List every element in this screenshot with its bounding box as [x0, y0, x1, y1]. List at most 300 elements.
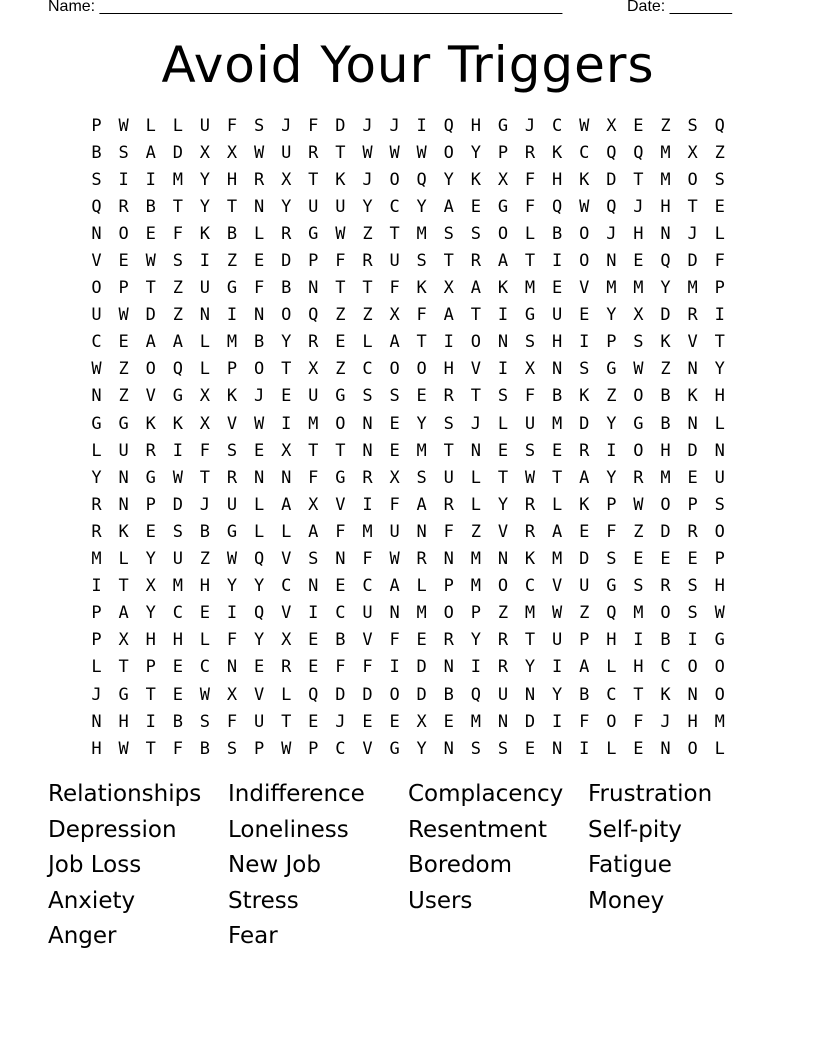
- grid-letter: W: [253, 142, 265, 163]
- grid-letter: C: [335, 603, 346, 624]
- grid-letter: O: [416, 359, 427, 380]
- grid-letter: F: [362, 657, 373, 678]
- grid-letter: I: [226, 305, 238, 326]
- grid-letter: T: [552, 467, 563, 488]
- grid-letter: F: [172, 738, 183, 759]
- grid-letter: U: [281, 142, 292, 163]
- grid-letter: Z: [660, 115, 671, 136]
- grid-letter: X: [416, 711, 427, 732]
- grid-letter: G: [172, 386, 183, 407]
- grid-letter: E: [687, 467, 698, 488]
- grid-letter: M: [470, 549, 481, 570]
- grid-letter: H: [226, 169, 238, 190]
- grid-letter: M: [552, 549, 563, 570]
- grid-letter: G: [389, 738, 400, 759]
- grid-letter: N: [118, 467, 129, 488]
- grid-letter: X: [281, 169, 292, 190]
- grid-letter: S: [470, 738, 481, 759]
- grid-letter: C: [281, 576, 292, 597]
- grid-letter: T: [443, 251, 454, 272]
- grid-letter: E: [579, 521, 590, 542]
- grid-letter: D: [172, 142, 183, 163]
- grid-letter: M: [470, 576, 481, 597]
- grid-letter: T: [335, 142, 346, 163]
- grid-letter: Z: [335, 305, 346, 326]
- grid-letter: I: [226, 603, 238, 624]
- grid-letter: E: [524, 738, 536, 759]
- grid-letter: U: [308, 386, 319, 407]
- grid-letter: F: [226, 711, 238, 732]
- grid-letter: R: [660, 576, 671, 597]
- grid-letter: E: [308, 630, 319, 651]
- grid-letter: T: [281, 711, 292, 732]
- grid-letter: G: [606, 359, 617, 380]
- grid-letter: D: [579, 549, 590, 570]
- grid-letter: T: [524, 630, 536, 651]
- grid-letter: J: [281, 115, 292, 136]
- grid-letter: H: [118, 711, 129, 732]
- name-field-label[interactable]: Name: ____________________________________________________: [48, 0, 563, 15]
- grid-letter: Z: [226, 251, 238, 272]
- grid-letter: T: [308, 169, 319, 190]
- grid-letter: F: [389, 630, 400, 651]
- word-list-item: Indifference: [228, 781, 365, 807]
- grid-letter: I: [118, 169, 129, 190]
- grid-letter: S: [308, 549, 319, 570]
- grid-letter: P: [118, 278, 129, 299]
- grid-letter: S: [389, 386, 400, 407]
- grid-letter: Q: [172, 359, 183, 380]
- grid-letter: S: [714, 169, 725, 190]
- grid-letter: N: [362, 413, 373, 434]
- grid-letter: P: [91, 630, 102, 651]
- grid-letter: E: [497, 440, 509, 461]
- grid-letter: J: [335, 711, 346, 732]
- grid-letter: F: [443, 521, 454, 542]
- grid-letter: R: [362, 251, 373, 272]
- grid-letter: N: [335, 549, 346, 570]
- grid-letter: F: [524, 196, 536, 217]
- grid-letter: H: [660, 196, 671, 217]
- grid-letter: T: [714, 332, 725, 353]
- grid-letter: X: [687, 142, 698, 163]
- grid-letter: D: [416, 684, 427, 705]
- grid-letter: J: [91, 684, 102, 705]
- grid-letter: S: [633, 332, 644, 353]
- header-line: [48, 0, 748, 17]
- grid-letter: F: [253, 278, 265, 299]
- grid-letter: V: [281, 549, 292, 570]
- grid-letter: C: [552, 115, 563, 136]
- grid-letter: X: [226, 684, 238, 705]
- grid-letter: R: [362, 467, 373, 488]
- grid-letter: S: [470, 223, 481, 244]
- grid-letter: Q: [606, 142, 617, 163]
- grid-letter: L: [470, 494, 481, 515]
- grid-letter: N: [552, 359, 563, 380]
- grid-letter: E: [145, 521, 156, 542]
- grid-letter: T: [362, 278, 373, 299]
- grid-letter: W: [226, 549, 238, 570]
- grid-letter: N: [253, 196, 265, 217]
- grid-letter: S: [606, 549, 617, 570]
- grid-letter: L: [524, 223, 536, 244]
- grid-letter: H: [633, 657, 644, 678]
- grid-letter: U: [714, 467, 725, 488]
- grid-letter: E: [253, 251, 265, 272]
- grid-letter: S: [579, 359, 590, 380]
- grid-letter: A: [443, 305, 454, 326]
- grid-letter: O: [687, 657, 698, 678]
- grid-letter: T: [199, 467, 211, 488]
- grid-letter: F: [524, 169, 536, 190]
- grid-letter: E: [335, 576, 346, 597]
- grid-letter: N: [687, 359, 698, 380]
- grid-letter: D: [606, 169, 617, 190]
- grid-letter: G: [308, 223, 319, 244]
- grid-letter: H: [145, 630, 156, 651]
- grid-letter: A: [118, 603, 129, 624]
- grid-letter: I: [714, 305, 725, 326]
- grid-letter: V: [226, 413, 238, 434]
- grid-letter: S: [362, 386, 373, 407]
- grid-letter: K: [660, 332, 671, 353]
- grid-letter: P: [91, 115, 102, 136]
- grid-letter: I: [443, 332, 454, 353]
- grid-letter: Y: [145, 603, 156, 624]
- grid-letter: V: [253, 684, 265, 705]
- grid-letter: B: [552, 223, 563, 244]
- grid-letter: T: [470, 386, 481, 407]
- grid-letter: L: [552, 494, 563, 515]
- grid-letter: S: [687, 115, 698, 136]
- grid-letter: P: [308, 738, 319, 759]
- grid-letter: N: [524, 684, 536, 705]
- grid-letter: W: [552, 603, 563, 624]
- grid-letter: E: [552, 278, 563, 299]
- grid-letter: J: [606, 223, 617, 244]
- grid-letter: B: [579, 684, 590, 705]
- grid-letter: B: [226, 223, 238, 244]
- grid-letter: K: [660, 684, 671, 705]
- grid-letter: J: [660, 711, 671, 732]
- grid-letter: A: [579, 467, 590, 488]
- grid-letter: X: [199, 142, 211, 163]
- grid-letter: N: [606, 251, 617, 272]
- grid-letter: B: [660, 386, 671, 407]
- grid-letter: J: [633, 196, 644, 217]
- grid-letter: U: [308, 196, 319, 217]
- grid-letter: P: [497, 142, 509, 163]
- grid-letter: W: [118, 305, 129, 326]
- grid-letter: Y: [281, 332, 292, 353]
- grid-letter: E: [552, 440, 563, 461]
- grid-letter: K: [579, 386, 590, 407]
- grid-letter: I: [579, 332, 590, 353]
- grid-letter: I: [552, 251, 563, 272]
- grid-letter: L: [714, 223, 725, 244]
- grid-letter: C: [335, 738, 346, 759]
- grid-letter: T: [633, 169, 644, 190]
- grid-letter: U: [552, 630, 563, 651]
- grid-letter: W: [172, 467, 183, 488]
- word-list: [48, 777, 768, 955]
- grid-letter: E: [172, 657, 183, 678]
- grid-letter: R: [497, 630, 509, 651]
- grid-letter: S: [714, 494, 725, 515]
- grid-letter: I: [199, 251, 211, 272]
- grid-letter: Z: [579, 603, 590, 624]
- grid-letter: I: [172, 440, 183, 461]
- grid-letter: L: [91, 657, 102, 678]
- grid-letter: Q: [416, 169, 427, 190]
- grid-letter: N: [253, 467, 265, 488]
- grid-letter: T: [335, 440, 346, 461]
- grid-letter: C: [524, 576, 536, 597]
- grid-letter: W: [362, 142, 373, 163]
- grid-letter: D: [524, 711, 536, 732]
- grid-letter: H: [91, 738, 102, 759]
- grid-letter: O: [335, 413, 346, 434]
- grid-letter: K: [118, 521, 129, 542]
- grid-letter: W: [118, 738, 129, 759]
- grid-letter: L: [281, 684, 292, 705]
- grid-letter: H: [714, 386, 725, 407]
- grid-letter: L: [199, 332, 211, 353]
- grid-letter: Y: [470, 142, 481, 163]
- grid-letter: W: [253, 413, 265, 434]
- grid-letter: R: [687, 521, 698, 542]
- grid-letter: H: [660, 440, 671, 461]
- grid-letter: I: [91, 576, 102, 597]
- grid-letter: R: [253, 169, 265, 190]
- grid-letter: E: [362, 711, 373, 732]
- grid-letter: B: [552, 386, 563, 407]
- grid-letter: C: [362, 359, 373, 380]
- grid-letter: M: [416, 223, 427, 244]
- grid-letter: L: [91, 440, 102, 461]
- grid-letter: B: [335, 630, 346, 651]
- grid-letter: L: [470, 467, 481, 488]
- grid-letter: J: [687, 223, 698, 244]
- grid-letter: L: [606, 657, 617, 678]
- grid-letter: P: [714, 549, 725, 570]
- grid-letter: B: [443, 684, 454, 705]
- grid-letter: E: [281, 386, 292, 407]
- grid-letter: E: [443, 711, 454, 732]
- grid-letter: W: [199, 684, 211, 705]
- grid-letter: K: [687, 386, 698, 407]
- grid-letter: S: [226, 738, 238, 759]
- grid-letter: O: [389, 684, 400, 705]
- grid-letter: E: [199, 603, 211, 624]
- grid-letter: V: [335, 494, 346, 515]
- grid-letter: X: [199, 413, 211, 434]
- grid-letter: Y: [253, 630, 265, 651]
- grid-letter: U: [118, 440, 129, 461]
- grid-letter: T: [118, 657, 129, 678]
- word-list-item: New Job: [228, 852, 321, 878]
- grid-letter: M: [524, 603, 536, 624]
- grid-letter: B: [253, 332, 265, 353]
- grid-letter: Q: [308, 684, 319, 705]
- grid-letter: Z: [172, 278, 183, 299]
- date-field-label[interactable]: Date: _______: [627, 0, 732, 15]
- grid-letter: V: [579, 278, 590, 299]
- word-list-item: Depression: [48, 816, 177, 843]
- grid-letter: D: [660, 521, 671, 542]
- grid-letter: Q: [660, 251, 671, 272]
- grid-letter: Q: [714, 115, 725, 136]
- grid-letter: M: [552, 413, 563, 434]
- grid-letter: D: [335, 684, 346, 705]
- grid-letter: G: [497, 196, 509, 217]
- grid-letter: Y: [416, 738, 427, 759]
- grid-letter: O: [714, 521, 725, 542]
- grid-letter: S: [416, 467, 427, 488]
- grid-letter: A: [579, 657, 590, 678]
- grid-letter: R: [91, 494, 102, 515]
- grid-letter: N: [362, 440, 373, 461]
- grid-letter: R: [524, 521, 536, 542]
- grid-letter: A: [470, 278, 481, 299]
- grid-letter: T: [416, 332, 427, 353]
- word-list-item: Loneliness: [228, 816, 349, 843]
- grid-letter: U: [443, 467, 454, 488]
- word-list-item: Stress: [228, 887, 299, 914]
- word-list-item: Complacency: [408, 781, 564, 807]
- grid-letter: F: [606, 521, 617, 542]
- grid-letter: G: [118, 413, 129, 434]
- word-list-item: Self-pity: [588, 816, 682, 843]
- grid-letter: T: [226, 196, 238, 217]
- grid-letter: Y: [552, 684, 563, 705]
- grid-letter: H: [714, 576, 725, 597]
- grid-letter: W: [389, 142, 400, 163]
- grid-letter: F: [226, 115, 238, 136]
- grid-letter: A: [172, 332, 183, 353]
- grid-letter: U: [497, 684, 509, 705]
- grid-letter: W: [579, 196, 590, 217]
- grid-letter: P: [579, 630, 590, 651]
- grid-letter: U: [253, 711, 265, 732]
- grid-letter: I: [497, 305, 509, 326]
- grid-letter: O: [714, 657, 725, 678]
- grid-letter: Q: [443, 115, 454, 136]
- grid-letter: M: [362, 521, 373, 542]
- grid-letter: C: [389, 196, 400, 217]
- grid-letter: Y: [281, 196, 292, 217]
- grid-letter: N: [497, 711, 509, 732]
- grid-letter: W: [524, 467, 536, 488]
- grid-letter: I: [579, 738, 590, 759]
- grid-letter: E: [633, 115, 644, 136]
- grid-letter: N: [91, 711, 102, 732]
- grid-letter: D: [362, 684, 373, 705]
- grid-letter: O: [633, 386, 644, 407]
- grid-letter: I: [145, 711, 156, 732]
- grid-letter: K: [579, 169, 590, 190]
- grid-letter: P: [470, 603, 481, 624]
- grid-letter: Q: [253, 603, 265, 624]
- grid-letter: E: [308, 657, 319, 678]
- grid-letter: M: [226, 332, 238, 353]
- grid-letter: O: [443, 142, 454, 163]
- grid-letter: W: [416, 142, 427, 163]
- grid-letter: O: [687, 738, 698, 759]
- grid-letter: W: [281, 738, 292, 759]
- grid-letter: W: [389, 549, 400, 570]
- grid-letter: X: [226, 142, 238, 163]
- grid-letter: E: [118, 332, 129, 353]
- grid-letter: Q: [606, 603, 617, 624]
- grid-letter: O: [145, 359, 156, 380]
- grid-letter: W: [118, 115, 129, 136]
- grid-letter: Q: [308, 305, 319, 326]
- grid-letter: Y: [470, 630, 481, 651]
- grid-letter: F: [335, 251, 346, 272]
- grid-letter: I: [308, 603, 319, 624]
- grid-letter: P: [145, 494, 156, 515]
- grid-letter: L: [714, 738, 725, 759]
- grid-letter: E: [253, 440, 265, 461]
- grid-letter: R: [91, 521, 102, 542]
- grid-letter: N: [660, 223, 671, 244]
- grid-letter: O: [118, 223, 129, 244]
- grid-letter: X: [281, 440, 292, 461]
- grid-letter: I: [145, 169, 156, 190]
- grid-letter: B: [199, 521, 211, 542]
- grid-letter: G: [497, 115, 509, 136]
- grid-letter: O: [660, 494, 671, 515]
- grid-letter: L: [253, 223, 265, 244]
- grid-letter: X: [118, 630, 129, 651]
- grid-letter: L: [172, 115, 183, 136]
- grid-letter: A: [497, 251, 509, 272]
- grid-letter: R: [281, 657, 292, 678]
- grid-letter: P: [91, 603, 102, 624]
- grid-letter: O: [687, 169, 698, 190]
- grid-letter: H: [552, 332, 563, 353]
- grid-letter: G: [145, 467, 156, 488]
- grid-letter: S: [172, 521, 183, 542]
- grid-letter: P: [714, 278, 725, 299]
- grid-letter: J: [362, 115, 373, 136]
- grid-letter: Y: [660, 278, 671, 299]
- grid-letter: X: [199, 386, 211, 407]
- grid-letter: O: [443, 603, 454, 624]
- grid-letter: Z: [362, 305, 373, 326]
- grid-letter: M: [687, 278, 698, 299]
- grid-letter: N: [687, 413, 698, 434]
- grid-letter: X: [281, 630, 292, 651]
- grid-letter: N: [443, 549, 454, 570]
- grid-letter: E: [335, 332, 346, 353]
- grid-letter: F: [199, 440, 211, 461]
- grid-letter: U: [524, 413, 536, 434]
- grid-letter: X: [606, 115, 617, 136]
- grid-letter: X: [308, 359, 319, 380]
- grid-letter: O: [497, 223, 509, 244]
- grid-letter: Q: [606, 196, 617, 217]
- grid-letter: L: [199, 630, 211, 651]
- grid-letter: A: [389, 576, 400, 597]
- grid-letter: K: [524, 549, 536, 570]
- grid-letter: C: [199, 657, 211, 678]
- word-list-item: Fatigue: [588, 852, 672, 878]
- grid-letter: S: [687, 576, 698, 597]
- grid-letter: D: [335, 115, 346, 136]
